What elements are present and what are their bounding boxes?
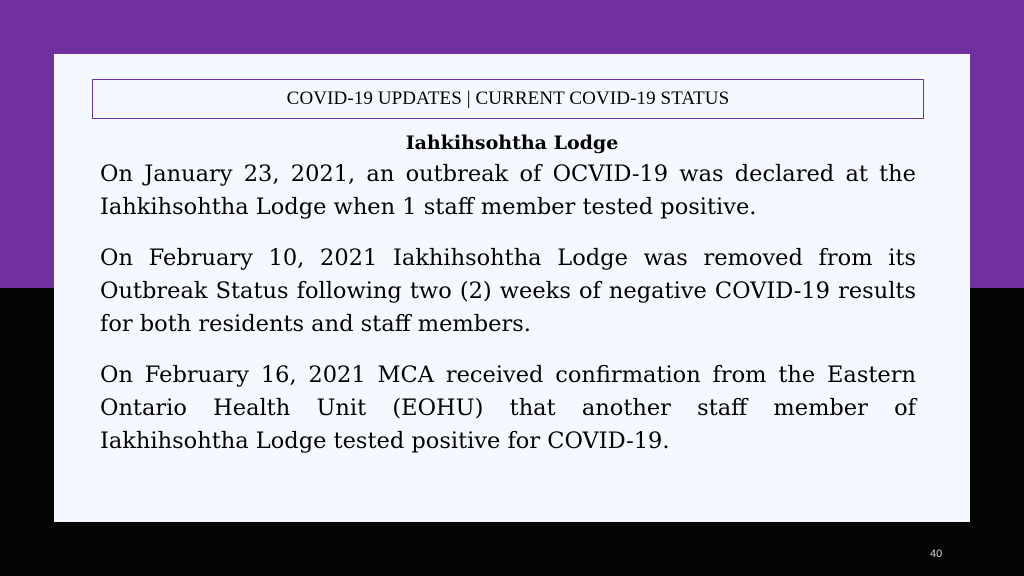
paragraph-2: On February 10, 2021 Iakhihsohtha Lodge was removed from its Outbreak Status following two (2) weeks of negative COVID-19 results for both residents and staff members. xyxy=(100,245,916,337)
slide-header: COVID-19 UPDATES | CURRENT COVID-19 STATUS xyxy=(92,79,924,119)
page-number: 40 xyxy=(930,548,943,560)
paragraph-1: On January 23, 2021, an outbreak of OCVID-19 was declared at the Iahkihsohtha Lodge when 1 staff member tested positive. xyxy=(100,161,916,220)
paragraph-3: On February 16, 2021 MCA received confirmation from the Eastern Ontario Health Unit (EOHU) that another staff member of Iakhihsohtha Lodge tested positive for COVID-19. xyxy=(100,362,916,454)
content-card xyxy=(54,54,970,522)
slide-body xyxy=(100,158,916,476)
slide-subtitle: Iahkihsohtha Lodge xyxy=(405,132,619,154)
